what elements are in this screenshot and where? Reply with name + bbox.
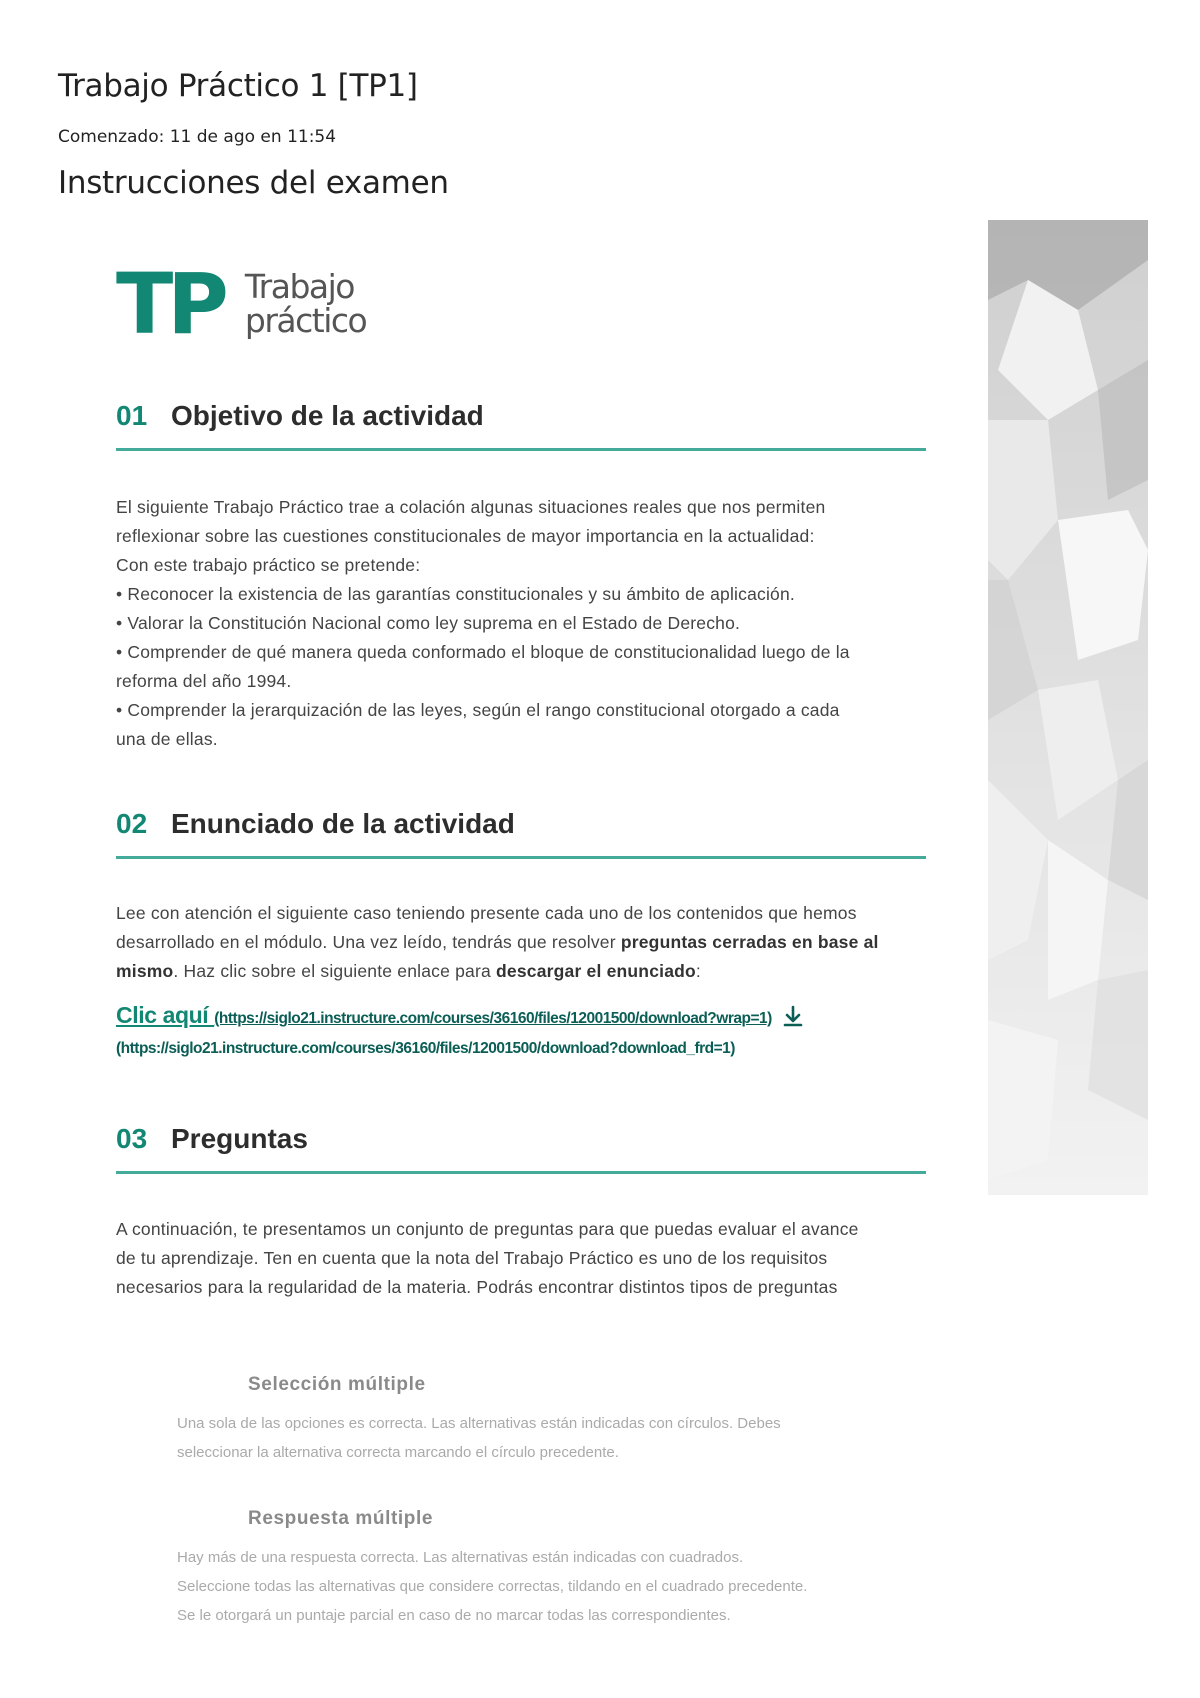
logo-mark: TP bbox=[116, 255, 223, 353]
objective-line: • Comprender la jerarquización de las leyes, según el rango constitucional otorgado a cada bbox=[116, 700, 840, 720]
section-title: Preguntas bbox=[171, 1123, 308, 1154]
objective-line: El siguiente Trabajo Práctico trae a colación algunas situaciones reales que nos permiten bbox=[116, 497, 826, 517]
questions-intro bbox=[116, 1215, 936, 1302]
objective-line: • Comprender de qué manera queda conformado el bloque de constitucionalidad luego de la bbox=[116, 642, 850, 662]
download-link-block bbox=[116, 1002, 956, 1058]
objective-line: • Reconocer la existencia de las garantías constitucionales y su ámbito de aplicación. bbox=[116, 584, 795, 604]
logo-text-line1: Trabajo bbox=[244, 267, 354, 306]
question-type-description bbox=[177, 1409, 897, 1467]
decorative-architecture-image bbox=[988, 220, 1148, 1195]
logo-text bbox=[244, 267, 367, 340]
question-type-line: Hay más de una respuesta correcta. Las alternativas están indicadas con cuadrados. bbox=[177, 1549, 744, 1566]
question-type-line: Una sola de las opciones es correcta. Las alternativas están indicadas con círculos. Debes bbox=[177, 1415, 781, 1432]
started-timestamp: Comenzado: 11 de ago en 11:54 bbox=[58, 127, 337, 147]
objective-line: una de ellas. bbox=[116, 729, 218, 749]
objective-line: reflexionar sobre las cuestiones constitucionales de mayor importancia en la actualidad: bbox=[116, 526, 815, 546]
statement-text-3: : bbox=[695, 961, 701, 981]
section-heading-questions bbox=[116, 1123, 926, 1174]
section-number: 01 bbox=[116, 400, 148, 431]
clic-aqui-link[interactable]: Clic aquí bbox=[116, 1002, 215, 1028]
download-url[interactable]: (https://siglo21.instructure.com/courses/36160/files/12001500/download?download_frd=1) bbox=[116, 1040, 735, 1058]
questions-intro-line: A continuación, te presentamos un conjunto de preguntas para que puedas evaluar el avance bbox=[116, 1219, 859, 1239]
question-type-line: Se le otorgará un puntaje parcial en caso de no marcar todas las correspondientes. bbox=[177, 1607, 731, 1624]
question-type-line: seleccionar la alternativa correcta marcando el círculo precedente. bbox=[177, 1444, 619, 1461]
questions-intro-line: de tu aprendizaje. Ten en cuenta que la nota del Trabajo Práctico es uno de los requisitos bbox=[116, 1248, 828, 1268]
statement-text-1: Lee con atención el siguiente caso teniendo presente cada uno de los contenidos que hemos desarrollado en el módulo. Una vez leído, tendrás que resolver bbox=[116, 903, 857, 952]
section-title: Objetivo de la actividad bbox=[171, 400, 484, 431]
tp-logo bbox=[116, 255, 367, 353]
objective-line: reforma del año 1994. bbox=[116, 671, 292, 691]
question-type-line: Seleccione todas las alternativas que considere correctas, tildando en el cuadrado precedente. bbox=[177, 1578, 808, 1595]
section-number: 02 bbox=[116, 808, 148, 839]
question-type-title: Selección múltiple bbox=[248, 1374, 426, 1395]
section-heading-objective bbox=[116, 400, 926, 451]
question-type-description bbox=[177, 1543, 897, 1630]
page-title: Trabajo Práctico 1 [TP1] bbox=[58, 68, 418, 104]
objective-line: • Valorar la Constitución Nacional como ley suprema en el Estado de Derecho. bbox=[116, 613, 741, 633]
statement-text bbox=[116, 899, 928, 986]
section-heading-statement bbox=[116, 808, 926, 859]
objective-text bbox=[116, 493, 936, 754]
questions-intro-line: necesarios para la regularidad de la materia. Podrás encontrar distintos tipos de preguntas bbox=[116, 1277, 838, 1297]
statement-bold-2: descargar el enunciado bbox=[496, 961, 696, 981]
download-icon[interactable] bbox=[782, 1005, 804, 1032]
objective-line: Con este trabajo práctico se pretende: bbox=[116, 555, 421, 575]
question-type-title: Respuesta múltiple bbox=[248, 1508, 434, 1529]
section-number: 03 bbox=[116, 1123, 148, 1154]
link-url[interactable]: (https://siglo21.instructure.com/courses/36160/files/12001500/download?wrap=1) bbox=[214, 1010, 772, 1027]
statement-bold-1: preguntas cerradas en base al mismo bbox=[116, 932, 879, 981]
instructions-title: Instrucciones del examen bbox=[58, 165, 449, 201]
section-title: Enunciado de la actividad bbox=[171, 808, 515, 839]
statement-text-2: . Haz clic sobre el siguiente enlace para bbox=[173, 961, 497, 981]
logo-text-line2: práctico bbox=[244, 301, 367, 340]
